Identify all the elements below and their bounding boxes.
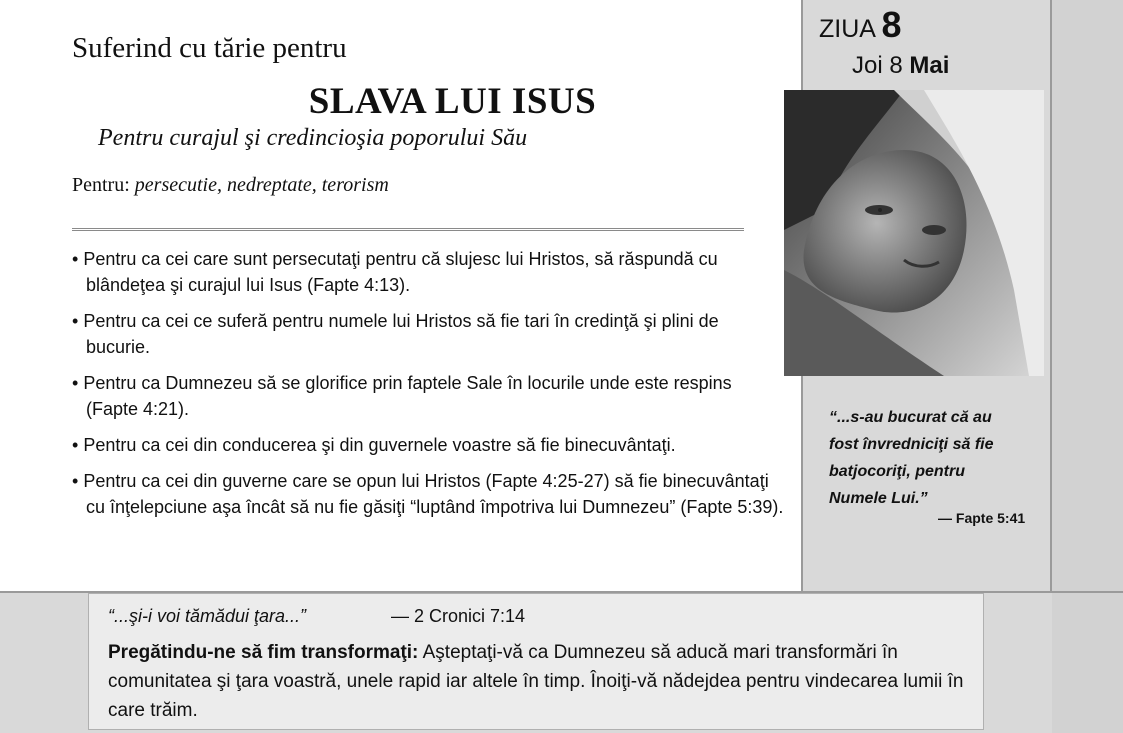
divider bbox=[72, 228, 744, 231]
footer-preparation bbox=[108, 638, 968, 725]
prayer-topics-label: Pentru: bbox=[72, 174, 130, 196]
prayer-topics-list: persecutie, nedreptate, terorism bbox=[129, 174, 389, 196]
list-item: • Pentru ca cei din guverne care se opun lui Hristos (Fapte 4:25-27) să fie binecuvântaţi cu înţelepciune aşa încât să nu fie găsiţi “luptând împotriva lui Dumnezeu” (Fapte 5:39). bbox=[72, 468, 787, 520]
preparation-text: Aşteptaţi-vă ca Dumnezeu să aducă mari transformări în comunitatea şi ţara voastră, unele rapid iar altele în timp. Înoiţi-vă nădejdea pentru vindecarea lumii în care trăim. bbox=[108, 642, 964, 721]
footer-verse-reference: — 2 Cronici 7:14 bbox=[391, 606, 526, 626]
prayer-topics bbox=[72, 174, 389, 197]
page-subtitle: Suferind cu tărie pentru bbox=[72, 32, 347, 64]
date-month: Mai bbox=[909, 52, 950, 79]
side-quote-reference: — Fapte 5:41 bbox=[938, 510, 1026, 526]
preparation-label: Pregătindu-ne să fim transformaţi: bbox=[108, 642, 419, 663]
page-tagline: Pentru curajul şi credincioşia poporului Său bbox=[98, 125, 528, 151]
date-label bbox=[852, 52, 949, 80]
page-title: SLAVA LUI ISUS bbox=[308, 81, 597, 122]
divider bbox=[1052, 591, 1123, 593]
day-label bbox=[819, 4, 902, 46]
list-item: • Pentru ca cei din conducerea şi din guvernele voastre să fie binecuvântaţi. bbox=[72, 432, 787, 458]
prayer-list bbox=[72, 246, 787, 530]
day-number: 8 bbox=[881, 4, 902, 45]
list-item: • Pentru ca Dumnezeu să se glorifice prin faptele Sale în locurile unde este respins (Fapte 4:21). bbox=[72, 370, 787, 422]
footer-box bbox=[88, 593, 984, 730]
praying-woman-photo bbox=[784, 90, 1044, 376]
list-item: • Pentru ca cei ce suferă pentru numele lui Hristos să fie tari în credinţă şi plini de bucurie. bbox=[72, 308, 787, 360]
date-day: Joi 8 bbox=[852, 52, 910, 79]
list-item: • Pentru ca cei care sunt persecutaţi pentru că slujesc lui Hristos, să răspundă cu blândeţea şi curajul lui Isus (Fapte 4:13). bbox=[72, 246, 787, 298]
footer-verse: “...şi-i voi tămădui ţara...” bbox=[108, 606, 307, 626]
right-margin-panel bbox=[1052, 0, 1123, 733]
side-quote: “...s-au bucurat că au fost învredniciţi să fie batjocoriţi, pentru Numele Lui.” bbox=[829, 409, 994, 507]
day-label-text: ZIUA bbox=[819, 15, 882, 43]
